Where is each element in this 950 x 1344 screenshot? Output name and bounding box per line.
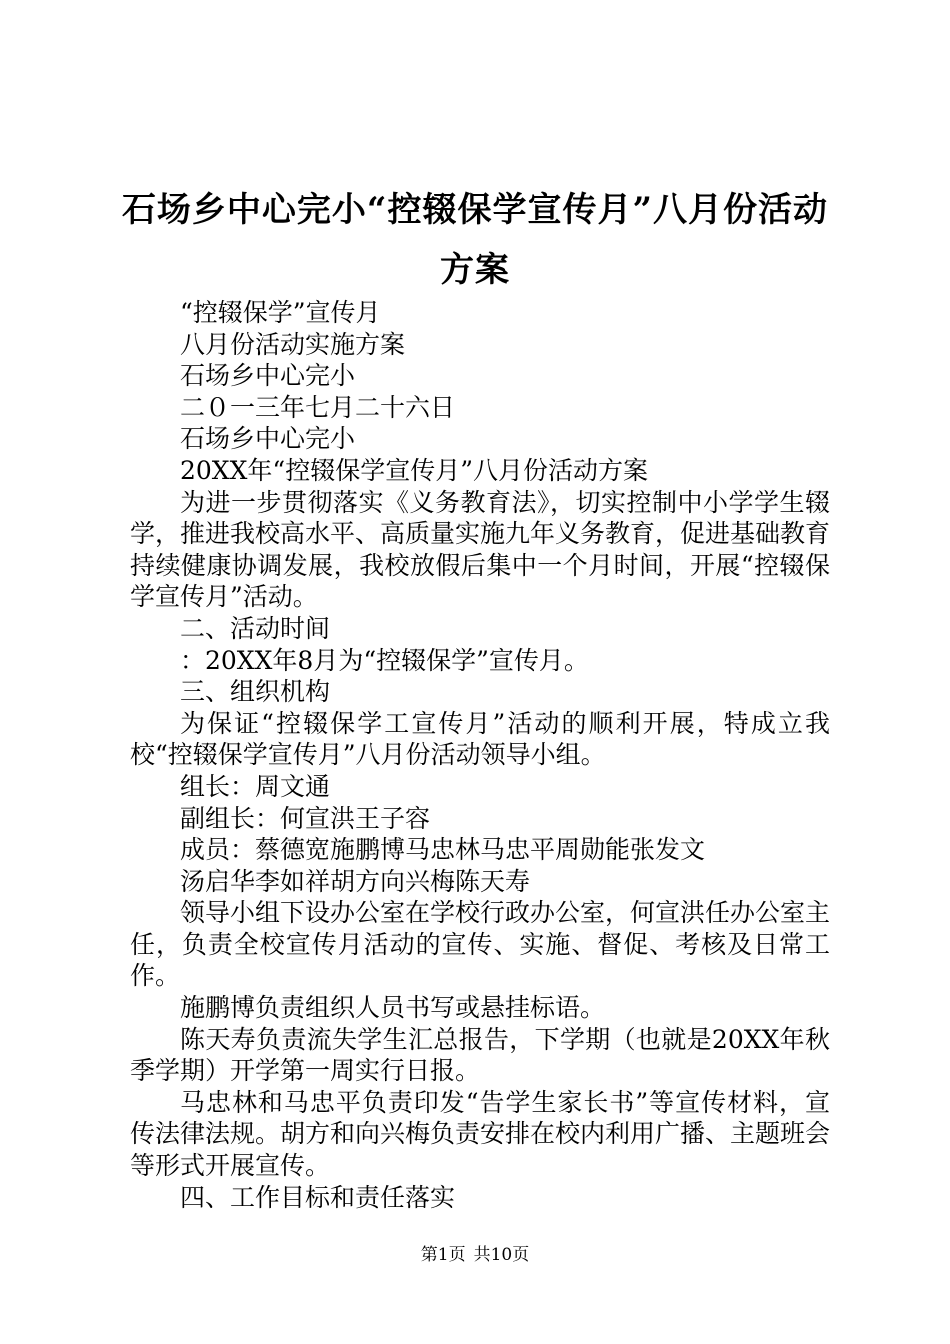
paragraph-10: 三、组织机构 xyxy=(180,677,331,707)
paragraph-17: 施鹏博负责组织人员书写或悬挂标语。 xyxy=(180,993,606,1023)
paragraph-12: 组长：周文通 xyxy=(180,771,331,801)
page-number: 第1页 xyxy=(420,1245,466,1265)
paragraph-9: ：20XX年8月为“控辍保学”宣传月。 xyxy=(180,645,589,675)
document-title: 石场乡中心完小“控辍保学宣传月”八月份活动方案 xyxy=(121,190,829,290)
page-total: 共10页 xyxy=(473,1245,530,1265)
paragraph-15: 汤启华李如祥胡方向兴梅陈天寿 xyxy=(180,866,531,896)
page-footer xyxy=(0,1243,950,1267)
paragraph-1: “控辍保学”宣传月 xyxy=(180,298,381,327)
document-body xyxy=(130,297,830,1213)
paragraph-2: 八月份活动实施方案 xyxy=(180,329,406,359)
paragraph-8: 二、活动时间 xyxy=(180,613,331,643)
paragraph-6: 20XX年“控辍保学宣传月”八月份活动方案 xyxy=(180,455,648,485)
paragraph-5: 石场乡中心完小 xyxy=(180,424,356,454)
paragraph-4: 二０一三年七月二十六日 xyxy=(180,392,456,422)
paragraph-7: 为进一步贯彻落实《义务教育法》，切实控制中小学学生辍学，推进我校高水平、高质量实施九年义务教育，促进基础教育持续健康协调发展，我校放假后集中一个月时间，开展“控辍保学宣传月”活动。 xyxy=(130,487,831,612)
paragraph-13: 副组长：何宣洪王子容 xyxy=(180,803,431,833)
paragraph-11: 为保证“控辍保学工宣传月”活动的顺利开展，特成立我校“控辍保学宣传月”八月份活动领导小组。 xyxy=(130,708,830,770)
paragraph-20: 四、工作目标和责任落实 xyxy=(180,1182,456,1212)
paragraph-16: 领导小组下设办公室在学校行政办公室，何宣洪任办公室主任，负责全校宣传月活动的宣传、实施、督促、考核及日常工作。 xyxy=(130,898,831,991)
paragraph-18: 陈天寿负责流失学生汇总报告，下学期（也就是20XX年秋季学期）开学第一周实行日报。 xyxy=(130,1024,830,1086)
paragraph-14: 成员：蔡德宽施鹏博马忠林马忠平周勋能张发文 xyxy=(180,835,706,865)
paragraph-19: 马忠林和马忠平负责印发“告学生家长书”等宣传材料，宣传法律法规。胡方和向兴梅负责安排在校内利用广播、主题班会等形式开展宣传。 xyxy=(130,1087,831,1181)
paragraph-3: 石场乡中心完小 xyxy=(180,361,356,391)
